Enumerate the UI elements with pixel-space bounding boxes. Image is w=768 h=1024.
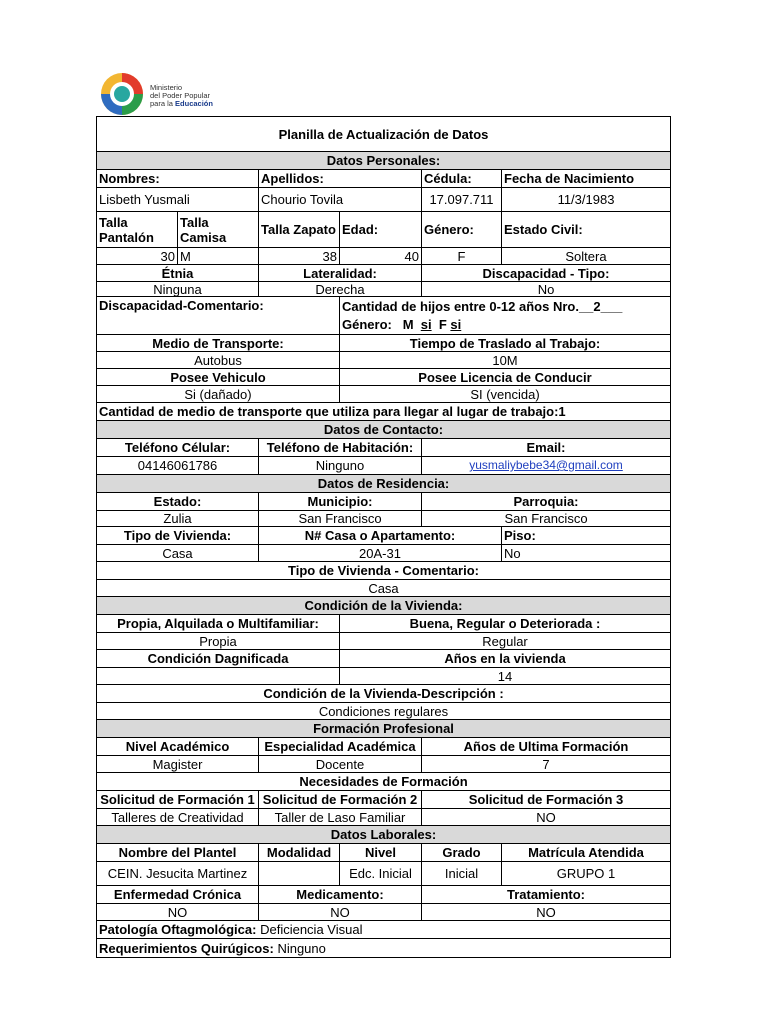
patologia-value: Deficiencia Visual — [260, 922, 363, 937]
genero-value: F — [422, 248, 502, 265]
estado-label: Estado: — [97, 493, 259, 511]
discapacidad-label: Discapacidad - Tipo: — [422, 265, 670, 282]
requerimientos-cell — [97, 939, 670, 957]
grado-value: Inicial — [422, 862, 502, 886]
tipo-comentario-value-row — [97, 580, 670, 597]
piso-value: No — [502, 545, 670, 562]
necesidades-header: Necesidades de Formación — [97, 773, 670, 791]
plantel-label: Nombre del Plantel — [97, 844, 259, 862]
casa-label: N# Casa o Apartamento: — [259, 527, 502, 545]
laborales-labels-row — [97, 844, 670, 862]
lateralidad-value: Derecha — [259, 282, 422, 297]
vehiculo-label: Posee Vehiculo — [97, 369, 340, 386]
section-header: Formación Profesional — [97, 720, 670, 738]
section-residencia — [97, 475, 670, 493]
talla-pantalon-value: 30 — [97, 248, 178, 265]
residencia-labels-row — [97, 493, 670, 511]
etnia-value: Ninguna — [97, 282, 259, 297]
edad-value: 40 — [340, 248, 422, 265]
tipo-vivienda-label: Tipo de Vivienda: — [97, 527, 259, 545]
anos-formacion-label: Años de Ultima Formación — [422, 738, 670, 756]
personal-values-row — [97, 188, 670, 212]
nivel-value: Edc. Inicial — [340, 862, 422, 886]
email-link[interactable]: yusmaliybebe34@gmail.com — [469, 458, 623, 472]
casa-value: 20A-31 — [259, 545, 502, 562]
section-header: Datos Laborales: — [97, 826, 670, 844]
section-contacto — [97, 421, 670, 439]
talla-pantalon-label: Talla Pantalón — [97, 212, 178, 248]
logo-line-2: del Poder Popular — [150, 91, 211, 100]
requerimientos-label: Requerimientos Quirúgicos: — [99, 940, 274, 956]
enfermedad-value: NO — [97, 904, 259, 921]
genero-label: Género: — [422, 212, 502, 248]
matricula-value: GRUPO 1 — [502, 862, 670, 886]
dignificada-label: Condición Dagnificada — [97, 650, 340, 668]
tipo-comentario-label-row — [97, 562, 670, 580]
lateralidad-label: Lateralidad: — [259, 265, 422, 282]
cedula-value: 17.097.711 — [422, 188, 502, 212]
laborales-values-row — [97, 862, 670, 886]
patologia-row — [97, 921, 670, 939]
solicitud-3-value: NO — [422, 809, 670, 826]
tipo-vivienda-value: Casa — [97, 545, 259, 562]
medicamento-value: NO — [259, 904, 422, 921]
nivel-academico-label: Nivel Académico — [97, 738, 259, 756]
solicitud-values-row — [97, 809, 670, 826]
condicion-labels-row — [97, 615, 670, 633]
edad-label: Edad: — [340, 212, 422, 248]
solicitud-2-value: Taller de Laso Familiar — [259, 809, 422, 826]
vehiculo-labels-row — [97, 369, 670, 386]
celular-value: 04146061786 — [97, 457, 259, 475]
estado-civil-value: Soltera — [502, 248, 670, 265]
vehiculo-value: Si (dañado) — [97, 386, 340, 403]
section-formacion — [97, 720, 670, 738]
habitacion-value: Ninguno — [259, 457, 422, 475]
etnia-labels-row — [97, 265, 670, 282]
etnia-label: Étnia — [97, 265, 259, 282]
vehiculo-values-row — [97, 386, 670, 403]
tiempo-value: 10M — [340, 352, 670, 369]
solicitud-1-label: Solicitud de Formación 1 — [97, 791, 259, 809]
modalidad-value — [259, 862, 340, 886]
anos-formacion-value: 7 — [422, 756, 670, 773]
propia-label: Propia, Alquilada o Multifamiliar: — [97, 615, 340, 633]
anos-vivienda-label: Años en la vivienda — [340, 650, 670, 668]
estado-civil-label: Estado Civil: — [502, 212, 670, 248]
vivienda-labels-row — [97, 527, 670, 545]
email-label: Email: — [422, 439, 670, 457]
parroquia-label: Parroquia: — [422, 493, 670, 511]
cedula-label: Cédula: — [422, 170, 502, 188]
descripcion-label-row — [97, 685, 670, 703]
discapacidad-value: No — [422, 282, 670, 297]
salud-labels-row — [97, 886, 670, 904]
fecha-value: 11/3/1983 — [502, 188, 670, 212]
formacion-values-row — [97, 756, 670, 773]
anos-vivienda-value: 14 — [340, 668, 670, 685]
apellidos-value: Chourio Tovila — [259, 188, 422, 212]
nivel-label: Nivel — [340, 844, 422, 862]
cantidad-transporte-row — [97, 403, 670, 421]
contacto-values-row — [97, 457, 670, 475]
municipio-value: San Francisco — [259, 511, 422, 527]
nombres-value: Lisbeth Yusmali — [97, 188, 259, 212]
tipo-comentario-label: Tipo de Vivienda - Comentario: — [97, 562, 670, 580]
dignificada-value — [97, 668, 340, 685]
tipo-comentario-value: Casa — [97, 580, 670, 597]
talla-zapato-label: Talla Zapato — [259, 212, 340, 248]
contacto-labels-row — [97, 439, 670, 457]
hijos-label: Cantidad de hijos entre 0-12 años Nro.__2___ — [342, 298, 623, 314]
habitacion-label: Teléfono de Habitación: — [259, 439, 422, 457]
section-personal — [97, 152, 670, 170]
talla-zapato-value: 38 — [259, 248, 340, 265]
celular-label: Teléfono Célular: — [97, 439, 259, 457]
dignificada-values-row — [97, 668, 670, 685]
section-header: Datos de Residencia: — [97, 475, 670, 493]
section-header: Datos de Contacto: — [97, 421, 670, 439]
cantidad-transporte: Cantidad de medio de transporte que utiliza para llegar al lugar de trabajo:1 — [97, 403, 670, 421]
tratamiento-value: NO — [422, 904, 670, 921]
vivienda-values-row — [97, 545, 670, 562]
licencia-label: Posee Licencia de Conducir — [340, 369, 670, 386]
descripcion-value-row — [97, 703, 670, 720]
condicion-values-row — [97, 633, 670, 650]
grado-label: Grado — [422, 844, 502, 862]
logo-line-1: Ministerio — [150, 83, 183, 92]
nivel-academico-value: Magister — [97, 756, 259, 773]
etnia-values-row — [97, 282, 670, 297]
matricula-label: Matrícula Atendida — [502, 844, 670, 862]
plantel-value: CEIN. Jesucita Martinez — [97, 862, 259, 886]
especialidad-value: Docente — [259, 756, 422, 773]
propia-value: Propia — [97, 633, 340, 650]
patologia-cell — [97, 921, 670, 939]
solicitud-labels-row — [97, 791, 670, 809]
tiempo-label: Tiempo de Traslado al Trabajo: — [340, 335, 670, 352]
apellidos-label: Apellidos: — [259, 170, 422, 188]
patologia-label: Patología Oftagmológica: — [99, 922, 257, 937]
necesidades-header-row — [97, 773, 670, 791]
tallas-values-row — [97, 248, 670, 265]
update-form — [96, 116, 671, 958]
email-cell — [422, 457, 670, 475]
talla-camisa-label: Talla Camisa — [178, 212, 259, 248]
enfermedad-label: Enfermedad Crónica — [97, 886, 259, 904]
hijos-genero: Género: M si F si — [342, 316, 462, 332]
fecha-label: Fecha de Nacimiento — [502, 170, 670, 188]
especialidad-label: Especialidad Académica — [259, 738, 422, 756]
dignificada-labels-row — [97, 650, 670, 668]
disc-comentario-label: Discapacidad-Comentario: — [97, 297, 340, 335]
hijos-cell — [340, 297, 670, 335]
section-condicion — [97, 597, 670, 615]
transporte-value: Autobus — [97, 352, 340, 369]
residencia-values-row — [97, 511, 670, 527]
transporte-label: Medio de Transporte: — [97, 335, 340, 352]
medicamento-label: Medicamento: — [259, 886, 422, 904]
ministry-logo — [98, 70, 228, 118]
piso-label: Piso: — [502, 527, 670, 545]
personal-labels-row — [97, 170, 670, 188]
logo-line-3: para la Educación — [150, 99, 213, 108]
licencia-value: SI (vencida) — [340, 386, 670, 403]
section-laborales — [97, 826, 670, 844]
estado-value: Zulia — [97, 511, 259, 527]
transporte-labels-row — [97, 335, 670, 352]
tratamiento-label: Tratamiento: — [422, 886, 670, 904]
talla-camisa-value: M — [178, 248, 259, 265]
parroquia-value: San Francisco — [422, 511, 670, 527]
title-row — [97, 117, 670, 152]
section-header: Condición de la Vivienda: — [97, 597, 670, 615]
descripcion-value: Condiciones regulares — [97, 703, 670, 720]
descripcion-label: Condición de la Vivienda-Descripción : — [97, 685, 670, 703]
nombres-label: Nombres: — [97, 170, 259, 188]
solicitud-2-label: Solicitud de Formación 2 — [259, 791, 422, 809]
solicitud-3-label: Solicitud de Formación 3 — [422, 791, 670, 809]
transporte-values-row — [97, 352, 670, 369]
hijos-row — [97, 297, 670, 335]
form-title: Planilla de Actualización de Datos — [97, 117, 670, 152]
solicitud-1-value: Talleres de Creatividad — [97, 809, 259, 826]
formacion-labels-row — [97, 738, 670, 756]
buena-label: Buena, Regular o Deteriorada : — [340, 615, 670, 633]
buena-value: Regular — [340, 633, 670, 650]
requerimientos-value: Ninguno — [277, 940, 326, 956]
tallas-labels-row — [97, 212, 670, 248]
municipio-label: Municipio: — [259, 493, 422, 511]
requerimientos-row — [97, 939, 670, 957]
section-header: Datos Personales: — [97, 152, 670, 170]
modalidad-label: Modalidad — [259, 844, 340, 862]
logo-emblem-icon — [98, 70, 146, 118]
salud-values-row — [97, 904, 670, 921]
